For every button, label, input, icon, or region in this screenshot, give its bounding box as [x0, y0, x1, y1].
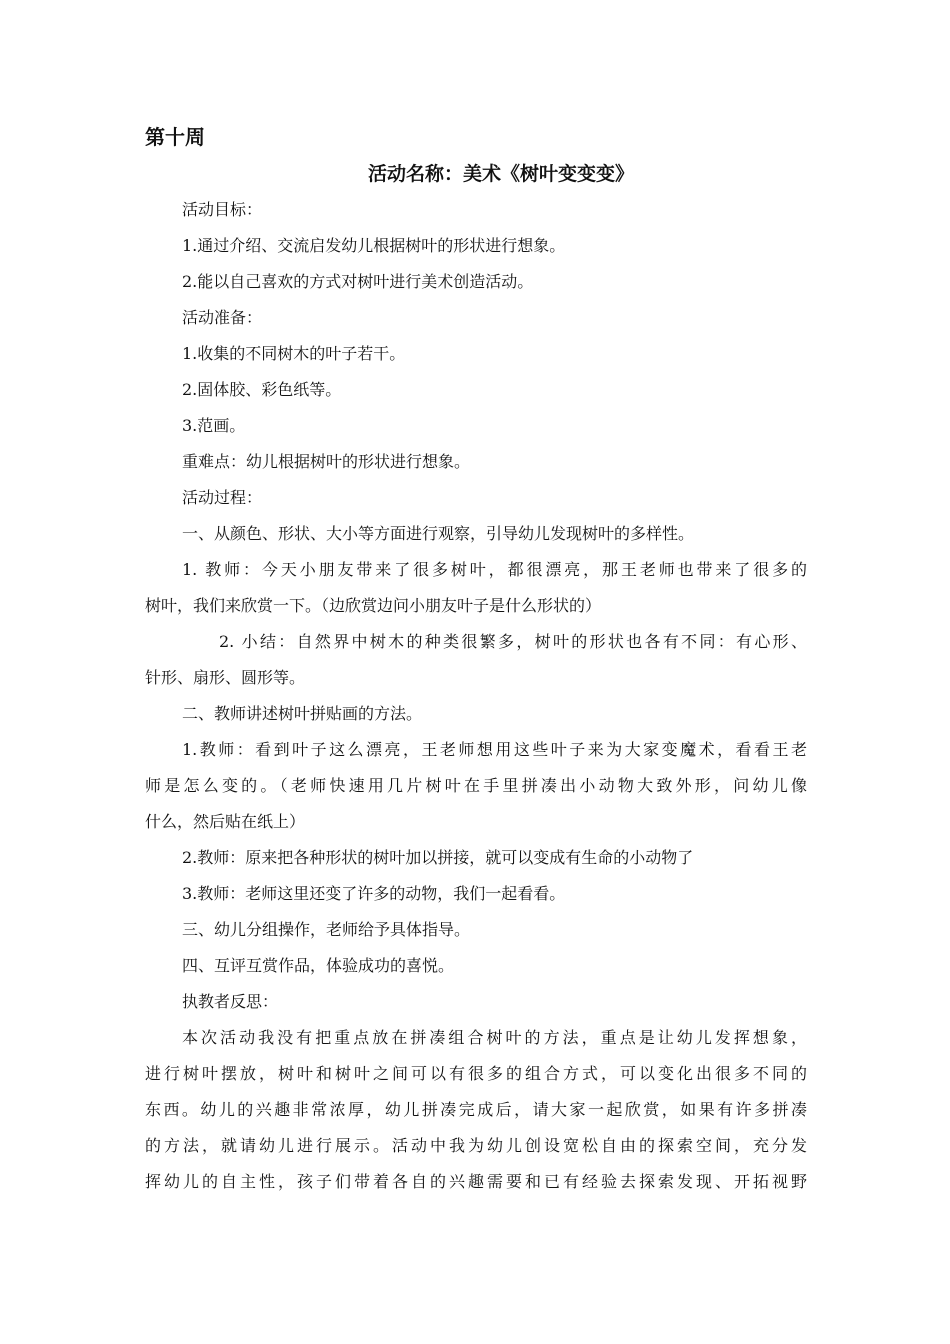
reflection-text: 本次活动我没有把重点放在拼凑组合树叶的方法，重点是让幼儿发挥想象， [182, 1028, 807, 1047]
prep-item: 1.收集的不同树木的叶子若干。 [182, 344, 406, 363]
process-text: 1. 教师：今天小朋友带来了很多树叶，都很漂亮，那王老师也带来了很多的 [182, 560, 807, 579]
reflection-text: 的方法，就请幼儿进行展示。活动中我为幼儿创设宽松自由的探索空间，充分发 [145, 1136, 807, 1155]
process-text: 3.教师：老师这里还变了许多的动物，我们一起看看。 [182, 884, 566, 903]
process-text: 针形、扇形、圆形等。 [145, 668, 306, 687]
prep-heading: 活动准备： [182, 308, 263, 327]
process-step: 一、从颜色、形状、大小等方面进行观察，引导幼儿发现树叶的多样性。 [182, 524, 695, 543]
key-point: 重难点：幼儿根据树叶的形状进行想象。 [182, 452, 471, 471]
reflection-heading: 执教者反思： [182, 992, 279, 1011]
process-text: 什么，然后贴在纸上） [145, 812, 306, 831]
goal-heading: 活动目标： [182, 200, 263, 219]
process-step: 二、教师讲述树叶拼贴画的方法。 [182, 704, 423, 723]
reflection-text: 东西。幼儿的兴趣非常浓厚，幼儿拼凑完成后，请大家一起欣赏，如果有许多拼凑 [145, 1100, 807, 1119]
activity-title: 活动名称：美术《树叶变变变》 [367, 163, 634, 185]
process-text: 师是怎么变的。（老师快速用几片树叶在手里拼凑出小动物大致外形，问幼儿像 [145, 776, 807, 795]
process-step: 三、幼儿分组操作，老师给予具体指导。 [182, 920, 471, 939]
document-page [145, 118, 807, 1200]
prep-item: 2.固体胶、彩色纸等。 [182, 380, 342, 399]
reflection-text: 进行树叶摆放，树叶和树叶之间可以有很多的组合方式，可以变化出很多不同的 [145, 1064, 807, 1083]
week-heading: 第十周 [145, 125, 205, 149]
goal-item: 2.能以自己喜欢的方式对树叶进行美术创造活动。 [182, 272, 534, 291]
process-heading: 活动过程： [182, 488, 263, 507]
process-step: 四、互评互赏作品，体验成功的喜悦。 [182, 956, 455, 975]
process-text: 树叶，我们来欣赏一下。（边欣赏边问小朋友叶子是什么形状的） [145, 596, 602, 615]
reflection-text: 挥幼儿的自主性，孩子们带着各自的兴趣需要和已有经验去探索发现、开拓视野 [145, 1172, 807, 1191]
process-text: 1.教师：看到叶子这么漂亮，王老师想用这些叶子来为大家变魔术，看看王老 [182, 740, 807, 759]
process-text: 2. 小结：自然界中树木的种类很繁多，树叶的形状也各有不同：有心形、 [219, 632, 807, 651]
prep-item: 3.范画。 [182, 416, 246, 435]
process-text: 2.教师：原来把各种形状的树叶加以拼接，就可以变成有生命的小动物了 [182, 848, 694, 867]
goal-item: 1.通过介绍、交流启发幼儿根据树叶的形状进行想象。 [182, 236, 566, 255]
